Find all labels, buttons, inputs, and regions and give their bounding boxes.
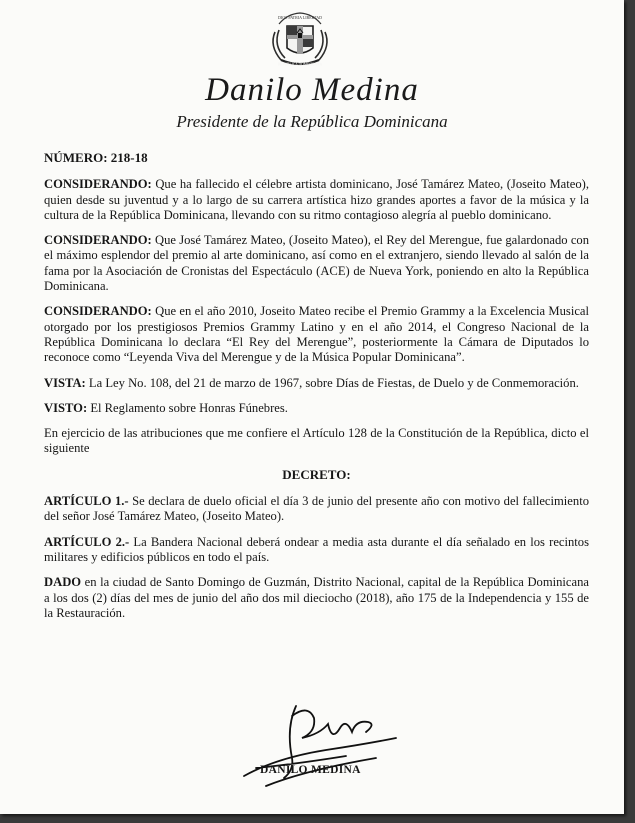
paragraph-lead: CONSIDERANDO: bbox=[44, 304, 152, 319]
svg-text:REPUBLICA DOMINICANA: REPUBLICA DOMINICANA bbox=[277, 62, 323, 67]
article-1 bbox=[44, 494, 589, 525]
paragraph-visto bbox=[44, 401, 589, 416]
paragraph-text: Que José Tamárez Mateo, (Joseito Mateo), el Rey del Merengue, fue galardonado con el máximo esplendor del premio al arte dominicano, así como en el extranjero, siendo llevado al salón de la fama por la Asociación de Cronistas del Espectáculo (ACE) de Nueva York, poniendo en alto la República Dominicana. bbox=[44, 233, 589, 294]
article-2 bbox=[44, 535, 589, 566]
coat-of-arms-seal bbox=[267, 8, 333, 68]
article-text: Se declara de duelo oficial el día 3 de junio del presente año con motivo del fallecimiento del señor José Tamárez Mateo, (Joseito Mateo). bbox=[44, 494, 589, 524]
handwritten-signature bbox=[236, 698, 406, 793]
paragraph-ejercicio bbox=[44, 426, 589, 457]
svg-text:DIOS PATRIA LIBERTAD: DIOS PATRIA LIBERTAD bbox=[278, 15, 322, 20]
paragraph-considerando-2 bbox=[44, 233, 589, 294]
letterhead-name: Danilo Medina bbox=[205, 72, 419, 108]
article-lead: ARTÍCULO 1.- bbox=[44, 494, 129, 509]
paragraph-text: La Ley No. 108, del 21 de marzo de 1967, sobre Días de Fiestas, de Duelo y de Conmemoración. bbox=[85, 375, 579, 390]
paragraph-lead: VISTA: bbox=[44, 375, 86, 390]
decreto-heading: DECRETO: bbox=[282, 466, 351, 482]
decree-number: NÚMERO: 218-18 bbox=[44, 150, 148, 165]
decree-body bbox=[44, 150, 589, 631]
paragraph-lead: CONSIDERANDO: bbox=[44, 233, 152, 248]
letterhead-title: Presidente de la República Dominicana bbox=[176, 112, 448, 131]
paragraph-lead: CONSIDERANDO: bbox=[44, 177, 152, 192]
article-text: en la ciudad de Santo Domingo de Guzmán, Distrito Nacional, capital de la República Dominicana a los dos (2) días del mes de junio del año dos mil dieciocho (2018), año 175 de la Independencia y 155 de la Restauración. bbox=[44, 575, 589, 620]
paragraph-text: El Reglamento sobre Honras Fúnebres. bbox=[87, 400, 288, 415]
article-text: La Bandera Nacional deberá ondear a media asta durante el día señalado en los recintos militares y edificios públicos en todo el país. bbox=[44, 534, 589, 564]
article-lead: ARTÍCULO 2.- bbox=[44, 534, 130, 549]
paragraph-lead: VISTO: bbox=[44, 400, 88, 415]
paragraph-text: Que en el año 2010, Joseito Mateo recibe el Premio Grammy a la Excelencia Musical otorgado por los prestigiosos Premios Grammy Latino y en el año 2014, el Congreso Nacional de la República Dominicana lo declara “El Rey del Merengue”, posteriormente la Cámara de Diputados lo reconoce como “Leyenda Viva del Merengue y de la Música Popular Dominicana”. bbox=[44, 304, 589, 365]
dado-clause bbox=[44, 575, 589, 621]
paragraph-vista bbox=[44, 376, 589, 391]
article-lead: DADO bbox=[44, 575, 82, 590]
signatory-name: DANILO MEDINA bbox=[260, 764, 361, 776]
paragraph-considerando-3 bbox=[44, 304, 589, 365]
paragraph-considerando-1 bbox=[44, 177, 589, 223]
paragraph-text: En ejercicio de las atribuciones que me confiere el Artículo 128 de la Constitución de la República, dicto el siguiente bbox=[44, 426, 589, 456]
paragraph-text: Que ha fallecido el célebre artista dominicano, José Tamárez Mateo, (Joseito Mateo), quien desde su juventud y a lo largo de su carrera artística hizo grandes aportes a favor de la música y la cultura de la República Dominicana, llevando con su ritmo contagioso alegría al pueblo dominicano. bbox=[44, 177, 589, 222]
